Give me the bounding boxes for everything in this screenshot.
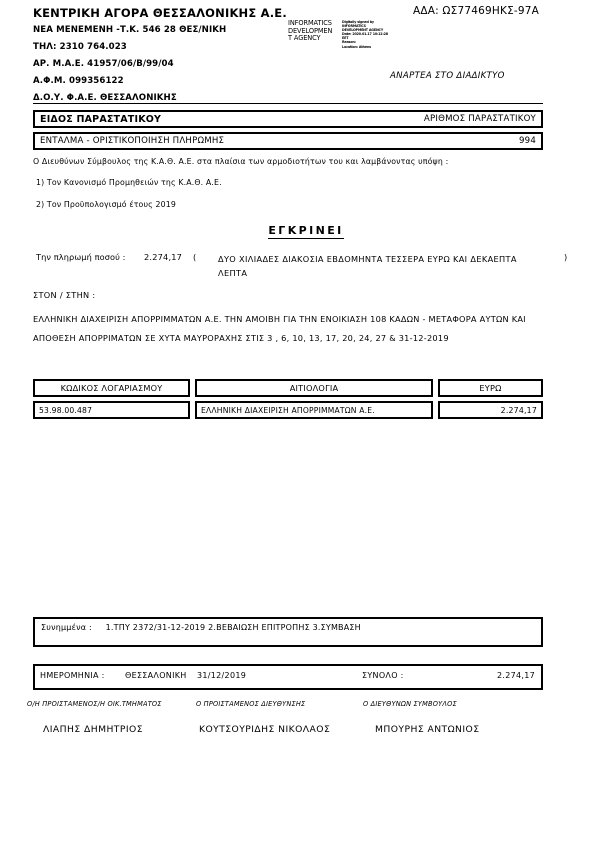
attachments-text	[41, 623, 535, 632]
organization-doy: Δ.Ο.Υ. Φ.Α.Ε. ΘΕΣΣΑΛΟΝΙΚΗΣ	[33, 93, 177, 103]
ada-number: ΑΔΑ: ΩΣ77469ΗΚΣ-97Α	[413, 5, 540, 17]
document-header	[0, 0, 612, 104]
date-value: 31/12/2019	[197, 671, 247, 680]
organization-mae: ΑΡ. Μ.Α.Ε. 41957/06/Β/99/04	[33, 59, 174, 69]
organization-phone: ΤΗΛ: 2310 764.023	[33, 42, 127, 52]
accounts-table	[33, 379, 543, 419]
document-type-value: ΕΝΤΑΛΜΑ - ΟΡΙΣΤΙΚΟΠΟΙΗΣΗ ΠΛΗΡΩΜΗΣ	[40, 136, 225, 146]
organization-address: ΝΕΑ ΜΕΝΕΜΕΝΗ -Τ.Κ. 546 28 ΘΕΣ/ΝΙΚΗ	[33, 25, 227, 35]
accounts-table-header-row	[33, 379, 543, 397]
attachments-value: 1.ΤΠΥ 2372/31-12-2019 2.ΒΕΒΑΙΩΣΗ ΕΠΙΤΡΟΠΗΣ 3.ΣΥΜΒΑΣΗ	[105, 623, 361, 632]
recipient-label: ΣΤΟΝ / ΣΤΗΝ :	[33, 290, 96, 300]
payment-amount-words: ΔΥΟ ΧΙΛΙΑΔΕΣ ΔΙΑΚΟΣΙΑ ΕΒΔΟΜΗΝΤΑ ΤΕΣΣΕΡΑ ΕΥΡΩ ΚΑΙ ΔΕΚΑΕΠΤΑ ΛΕΠΤΑ	[218, 254, 517, 278]
city-value: ΘΕΣΣΑΛΟΝΙΚΗ	[125, 671, 187, 680]
signature-title-3: Ο ΔΙΕΥΘΥΝΩΝ ΣΥΜΒΟΥΛΟΣ	[363, 700, 457, 708]
date-label: ΗΜΕΡΟΜΗΝΙΑ :	[40, 671, 105, 680]
date-total-box	[33, 664, 543, 690]
intro-paragraph: Ο Διευθύνων Σύμβουλος της Κ.Α.Θ. Α.Ε. στα πλαίσια των αρμοδιοτήτων του και λαμβάνοντας υπόψη :	[33, 157, 449, 166]
signature-line-5: EET	[342, 36, 349, 41]
consideration-item-1: 1) Τον Κανονισμό Προμηθειών της Κ.Α.Θ. Α.Ε.	[36, 178, 222, 187]
paren-close: )	[564, 252, 568, 262]
signature-line-6: Reason:	[342, 40, 356, 45]
header-divider	[33, 103, 543, 104]
signature-name-2: ΚΟΥΤΣΟΥΡΙΔΗΣ ΝΙΚΟΛΑΟΣ	[199, 724, 331, 735]
column-header-euro: ΕΥΡΩ	[438, 379, 543, 397]
signature-details	[342, 20, 408, 49]
signature-agency-label	[288, 20, 340, 43]
total-label: ΣΥΝΟΛΟ :	[362, 671, 404, 680]
signature-title-2: Ο ΠΡΟΙΣΤΑΜΕΝΟΣ ΔΙΕΥΘΥΝΣΗΣ	[196, 700, 306, 708]
cell-euro: 2.274,17	[438, 401, 543, 419]
cell-account-code: 53.98.00.487	[33, 401, 190, 419]
document-type-value-row	[33, 132, 543, 150]
cell-reason: ΕΛΛΗΝΙΚΗ ΔΙΑΧΕΙΡΙΣΗ ΑΠΟΡΡΙΜΜΑΤΩΝ Α.Ε.	[195, 401, 433, 419]
attachments-label: Συνημμένα :	[41, 623, 92, 632]
approval-heading-text: ΕΓΚΡΙΝΕΙ	[268, 224, 344, 237]
consideration-item-2: 2) Τον Προϋπολογισμό έτους 2019	[36, 200, 176, 209]
approval-heading	[0, 224, 612, 237]
paren-open: (	[193, 252, 197, 262]
payment-label: Την πληρωμή ποσού :	[36, 252, 126, 262]
signature-line-3: DEVELOPMENT AGENCY	[342, 28, 384, 33]
document-number-header: ΑΡΙΘΜΟΣ ΠΑΡΑΣΤΑΤΙΚΟΥ	[423, 114, 536, 124]
signature-name-3: ΜΠΟΥΡΗΣ ΑΝΤΩΝΙΟΣ	[375, 724, 480, 735]
signature-line-1: Digitally signed by	[342, 20, 374, 24]
table-row	[33, 401, 543, 419]
signature-titles	[0, 700, 612, 714]
column-header-account-code: ΚΩΔΙΚΟΣ ΛΟΓΑΡΙΑΣΜΟΥ	[33, 379, 190, 397]
agency-line-1: INFORMATICS	[288, 19, 332, 27]
document-type-header-row	[33, 110, 543, 128]
signature-title-1: Ο/Η ΠΡΟΙΣΤΑΜΕΝΟΣ/Η ΟΙΚ.ΤΜΗΜΑΤΟΣ	[27, 700, 162, 708]
signature-names	[0, 724, 612, 740]
column-header-reason: ΑΙΤΙΟΛΟΓΙΑ	[195, 379, 433, 397]
document-type-table	[33, 110, 543, 150]
publication-notice: ΑΝΑΡΤΕΑ ΣΤΟ ΔΙΑΔΙΚΤΥΟ	[390, 71, 505, 81]
signature-line-7: Location: Athens	[342, 44, 371, 49]
payment-amount: 2.274,17	[144, 252, 183, 262]
attachments-box	[33, 617, 543, 647]
signature-line-4: Date: 2020.01.17 10:12:28	[342, 32, 388, 37]
document-number-value: 994	[518, 136, 536, 146]
organization-afm: Α.Φ.Μ. 099356122	[33, 76, 124, 86]
agency-line-3: T AGENCY	[288, 34, 321, 43]
payment-description: ΕΛΛΗΝΙΚΗ ΔΙΑΧΕΙΡΙΣΗ ΑΠΟΡΡΙΜΜΑΤΩΝ Α.Ε. ΤΗΝ ΑΜΟΙΒΗ ΓΙΑ ΤΗΝ ΕΝΟΙΚΙΑΣΗ 108 ΚΑΔΩΝ - ΜΕΤΑΦΟΡΑ ΑΥΤΩΝ ΚΑΙ ΑΠΟΘΕΣΗ ΑΠΟΡΡΙΜΑΤΩΝ ΣΕ ΧΥΤΑ ΜΑΥΡΟΡΑΧΗΣ ΣΤΙΣ 3 , 6, 10, 13, 17, 20, 24, 27 & 31-12-2019	[33, 314, 526, 343]
agency-line-2: DEVELOPMEN	[288, 26, 333, 35]
total-value: 2.274,17	[496, 671, 535, 680]
document-type-header: ΕΙΔΟΣ ΠΑΡΑΣΤΑΤΙΚΟΥ	[40, 113, 162, 125]
digital-signature-stamp	[288, 20, 410, 56]
organization-name: ΚΕΝΤΡΙΚΗ ΑΓΟΡΑ ΘΕΣΣΑΛΟΝΙΚΗΣ Α.Ε.	[33, 6, 287, 20]
signature-name-1: ΛΙΑΠΗΣ ΔΗΜΗΤΡΙΟΣ	[43, 724, 143, 735]
signature-line-2: INFORMATICS	[342, 24, 366, 29]
